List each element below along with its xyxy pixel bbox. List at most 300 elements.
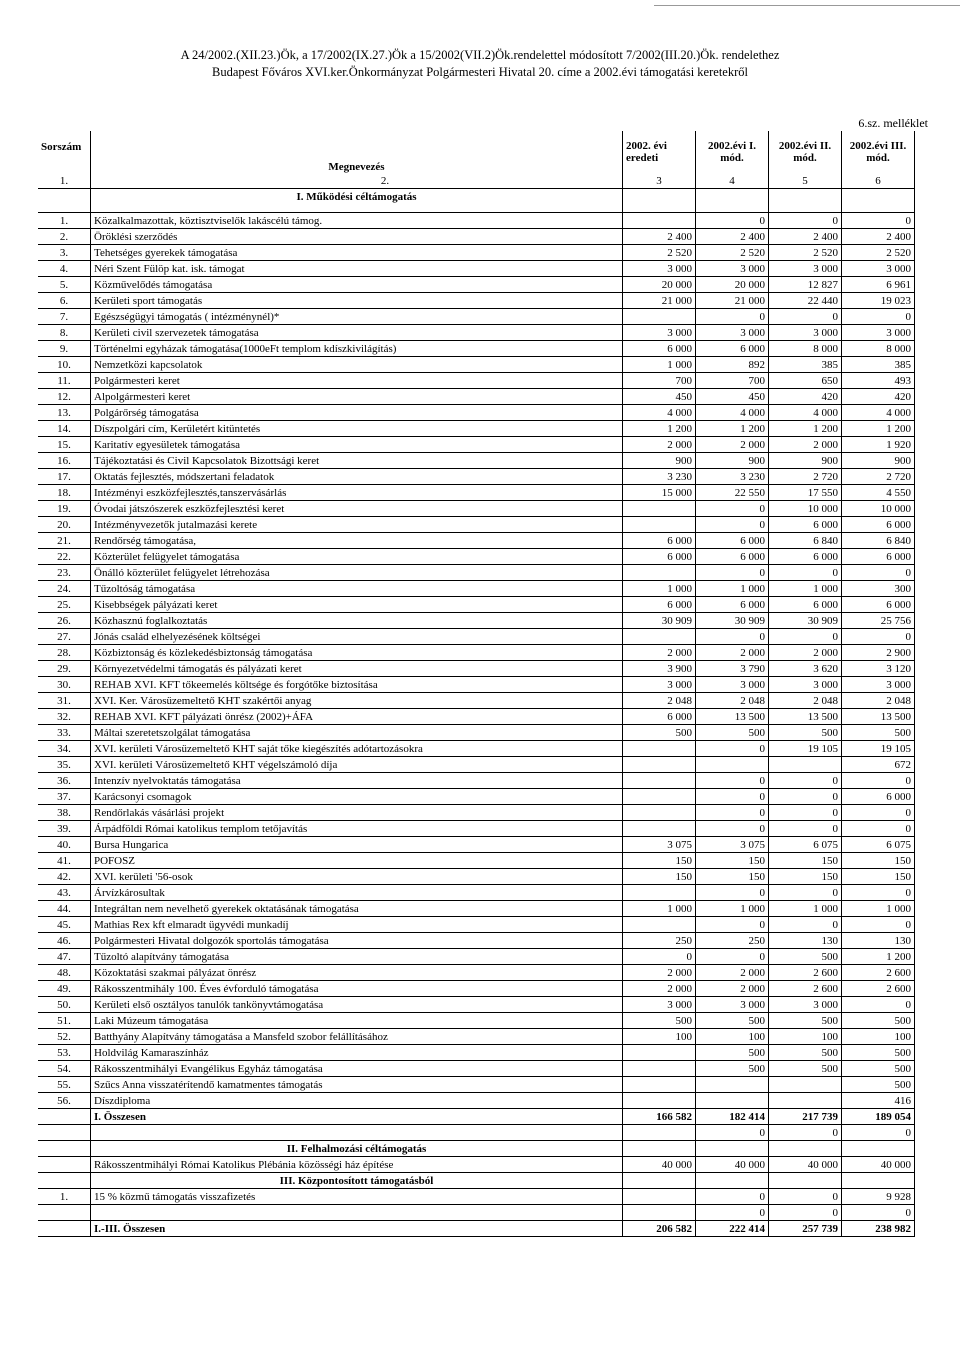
row-value <box>623 309 696 325</box>
row-label: Díszpolgári cím, Kerületért kitüntetés <box>91 421 623 437</box>
row-number <box>38 1205 91 1221</box>
row-number: 41. <box>38 853 91 869</box>
row-value: 3 000 <box>842 677 915 693</box>
table-row <box>38 1125 915 1141</box>
row-label: Egészségügyi támogatás ( intézménynél)* <box>91 309 623 325</box>
row-number: 38. <box>38 805 91 821</box>
row-value: 0 <box>842 1125 915 1141</box>
row-value: 100 <box>842 1029 915 1045</box>
table-row <box>38 1013 915 1029</box>
row-value: 900 <box>696 453 769 469</box>
row-label: Kerületi civil szervezetek támogatása <box>91 325 623 341</box>
attachment-label: 6.sz. melléklet <box>858 116 928 130</box>
row-number: 11. <box>38 373 91 389</box>
row-value: 2 600 <box>769 965 842 981</box>
col-megnevezes: Megnevezés <box>91 131 623 173</box>
table-row <box>38 693 915 709</box>
row-number: 56. <box>38 1093 91 1109</box>
table-row <box>38 229 915 245</box>
row-value: 3 000 <box>696 677 769 693</box>
row-label: Közterület felügyelet támogatása <box>91 549 623 565</box>
row-value: 0 <box>623 949 696 965</box>
row-value: 0 <box>696 1125 769 1141</box>
colnum-2: 2. <box>91 173 623 189</box>
row-value: 3 000 <box>769 261 842 277</box>
row-value: 2 000 <box>623 965 696 981</box>
row-value: 0 <box>696 629 769 645</box>
row-number <box>38 1221 91 1237</box>
row-number: 4. <box>38 261 91 277</box>
row-value: 6 000 <box>623 533 696 549</box>
row-value: 3 000 <box>623 677 696 693</box>
row-value: 0 <box>769 917 842 933</box>
row-value <box>623 1189 696 1205</box>
row-value <box>623 741 696 757</box>
row-value: 416 <box>842 1093 915 1109</box>
row-label: Polgármesteri Hivatal dolgozók sportolás támogatása <box>91 933 623 949</box>
row-value: 300 <box>842 581 915 597</box>
row-value: 6 000 <box>842 549 915 565</box>
row-value: 700 <box>623 373 696 389</box>
row-value: 1 000 <box>696 901 769 917</box>
row-value: 0 <box>696 213 769 229</box>
row-label: Bursa Hungarica <box>91 837 623 853</box>
row-label <box>91 1125 623 1141</box>
table-row <box>38 1029 915 1045</box>
row-value: 2 400 <box>842 229 915 245</box>
row-value: 0 <box>842 805 915 821</box>
row-value <box>623 501 696 517</box>
row-value: 150 <box>769 869 842 885</box>
row-value: 19 105 <box>842 741 915 757</box>
row-number: 19. <box>38 501 91 517</box>
row-value: 20 000 <box>623 277 696 293</box>
row-value: 21 000 <box>623 293 696 309</box>
row-label: Integráltan nem nevelhető gyerekek oktatásának támogatása <box>91 901 623 917</box>
row-value: 3 000 <box>623 325 696 341</box>
colnum-6: 6 <box>842 173 915 189</box>
row-value: 0 <box>769 213 842 229</box>
row-value: 493 <box>842 373 915 389</box>
row-value: 13 500 <box>696 709 769 725</box>
row-value <box>623 517 696 533</box>
row-value: 1 000 <box>769 901 842 917</box>
row-value: 0 <box>769 789 842 805</box>
row-label: Szűcs Anna visszatérítendő kamatmentes támogatás <box>91 1077 623 1093</box>
table-row <box>38 405 915 421</box>
document-header-line1: A 24/2002.(XII.23.)Ök, a 17/2002(IX.27.)Ök a 15/2002(VII.2)Ök.rendelettel módosított 7/2002(III.20.)Ök. rendelethez <box>180 48 780 62</box>
row-value: 3 000 <box>769 997 842 1013</box>
table-row <box>38 501 915 517</box>
row-label: Karácsonyi csomagok <box>91 789 623 805</box>
row-number: 49. <box>38 981 91 997</box>
row-value: 6 000 <box>623 341 696 357</box>
row-value: 0 <box>769 309 842 325</box>
row-number: 53. <box>38 1045 91 1061</box>
table-row <box>38 981 915 997</box>
row-value: 2 000 <box>769 437 842 453</box>
row-value: 8 000 <box>842 341 915 357</box>
row-number: 10. <box>38 357 91 373</box>
row-value: 0 <box>696 885 769 901</box>
row-value <box>623 821 696 837</box>
row-label: Kerületi sport támogatás <box>91 293 623 309</box>
row-label: Közalkalmazottak, köztisztviselők lakáscélú támog. <box>91 213 623 229</box>
row-value: 150 <box>842 869 915 885</box>
row-label: Polgármesteri keret <box>91 373 623 389</box>
row-value: 257 739 <box>769 1221 842 1237</box>
table-row <box>38 629 915 645</box>
row-label: Alpolgármesteri keret <box>91 389 623 405</box>
row-value: 100 <box>696 1029 769 1045</box>
row-value: 892 <box>696 357 769 373</box>
row-value: 6 840 <box>842 533 915 549</box>
row-value: 500 <box>842 1013 915 1029</box>
row-number: 44. <box>38 901 91 917</box>
row-value: 1 200 <box>842 949 915 965</box>
row-value: 0 <box>842 997 915 1013</box>
row-value: 3 620 <box>769 661 842 677</box>
row-label: Öröklési szerződés <box>91 229 623 245</box>
row-value: 0 <box>769 629 842 645</box>
row-value: 2 000 <box>696 965 769 981</box>
col-mod2: 2002.évi II. mód. <box>769 131 842 173</box>
row-value <box>623 1061 696 1077</box>
row-number: 37. <box>38 789 91 805</box>
row-label: Oktatás fejlesztés, módszertani feladatok <box>91 469 623 485</box>
row-value: 420 <box>842 389 915 405</box>
row-value: 2 048 <box>769 693 842 709</box>
colnum-1: 1. <box>38 173 91 189</box>
row-label <box>91 1205 623 1221</box>
row-value: 30 909 <box>623 613 696 629</box>
row-value: 150 <box>623 853 696 869</box>
row-label: I. Összesen <box>91 1109 623 1125</box>
row-value: 0 <box>842 565 915 581</box>
section-title: II. Felhalmozási céltámogatás <box>91 1141 623 1157</box>
table-row <box>38 533 915 549</box>
row-value: 2 520 <box>769 245 842 261</box>
row-value: 2 000 <box>696 645 769 661</box>
row-value: 217 739 <box>769 1109 842 1125</box>
row-value: 4 000 <box>696 405 769 421</box>
row-number: 18. <box>38 485 91 501</box>
row-number: 34. <box>38 741 91 757</box>
row-value: 2 400 <box>623 229 696 245</box>
row-value: 0 <box>769 1189 842 1205</box>
row-number: 1. <box>38 213 91 229</box>
row-value: 0 <box>696 1189 769 1205</box>
row-value: 500 <box>842 725 915 741</box>
row-value: 500 <box>842 1045 915 1061</box>
row-value: 0 <box>696 917 769 933</box>
row-value: 2 600 <box>842 965 915 981</box>
row-label: Rákosszentmihályi Római Katolikus Plébánia közösségi ház építése <box>91 1157 623 1173</box>
row-value: 1 200 <box>842 421 915 437</box>
table-row <box>38 917 915 933</box>
table-row <box>38 869 915 885</box>
row-label: Máltai szeretetszolgálat támogatása <box>91 725 623 741</box>
row-number: 15. <box>38 437 91 453</box>
row-value: 40 000 <box>842 1157 915 1173</box>
row-value: 900 <box>842 453 915 469</box>
row-label: Történelmi egyházak támogatása(1000eFt templom kdíszkivilágítás) <box>91 341 623 357</box>
row-label: Környezetvédelmi támogatás és pályázati keret <box>91 661 623 677</box>
section-title: III. Központosított támogatásból <box>91 1173 623 1189</box>
row-value: 6 000 <box>769 597 842 613</box>
row-label: XVI. kerületi Városüzemeltető KHT saját tőke kiegészítés adótartozásokra <box>91 741 623 757</box>
row-value: 500 <box>769 1045 842 1061</box>
row-value: 0 <box>696 1205 769 1221</box>
row-value: 700 <box>696 373 769 389</box>
table-row <box>38 901 915 917</box>
row-value: 500 <box>623 1013 696 1029</box>
row-value: 2 000 <box>623 437 696 453</box>
row-number: 22. <box>38 549 91 565</box>
row-label: I.-III. Összesen <box>91 1221 623 1237</box>
row-value: 21 000 <box>696 293 769 309</box>
row-label: Intézményvezetők jutalmazási kerete <box>91 517 623 533</box>
row-number: 29. <box>38 661 91 677</box>
table-row <box>38 1205 915 1221</box>
table-row <box>38 437 915 453</box>
row-number: 55. <box>38 1077 91 1093</box>
row-number <box>38 1109 91 1125</box>
row-value: 9 928 <box>842 1189 915 1205</box>
row-label: Intézményi eszközfejlesztés,tanszervásárlás <box>91 485 623 501</box>
row-number: 54. <box>38 1061 91 1077</box>
row-number <box>38 1125 91 1141</box>
row-value <box>623 789 696 805</box>
row-value: 3 000 <box>769 325 842 341</box>
row-value: 6 000 <box>696 533 769 549</box>
row-number: 26. <box>38 613 91 629</box>
row-value: 0 <box>696 565 769 581</box>
row-value: 0 <box>696 517 769 533</box>
row-number: 12. <box>38 389 91 405</box>
row-value: 2 720 <box>769 469 842 485</box>
row-value: 2 400 <box>769 229 842 245</box>
row-label: Tűzoltóság támogatása <box>91 581 623 597</box>
table-row <box>38 597 915 613</box>
row-number <box>38 1157 91 1173</box>
row-value: 450 <box>623 389 696 405</box>
row-value: 13 500 <box>842 709 915 725</box>
row-value: 500 <box>769 725 842 741</box>
row-value: 150 <box>623 869 696 885</box>
row-value: 0 <box>842 885 915 901</box>
row-value: 500 <box>696 1061 769 1077</box>
row-number: 32. <box>38 709 91 725</box>
row-number: 6. <box>38 293 91 309</box>
row-number: 14. <box>38 421 91 437</box>
row-number: 28. <box>38 645 91 661</box>
row-value: 0 <box>842 773 915 789</box>
row-label: Kerületi első osztályos tanulók tankönyvtámogatása <box>91 997 623 1013</box>
row-label: Tehetséges gyerekek támogatása <box>91 245 623 261</box>
row-value: 6 840 <box>769 533 842 549</box>
row-label: Laki Múzeum támogatása <box>91 1013 623 1029</box>
row-value: 6 000 <box>842 789 915 805</box>
table-row <box>38 933 915 949</box>
row-label: Közoktatási szakmai pályázat önrész <box>91 965 623 981</box>
row-value: 189 054 <box>842 1109 915 1125</box>
row-value: 8 000 <box>769 341 842 357</box>
row-value: 17 550 <box>769 485 842 501</box>
row-value: 25 756 <box>842 613 915 629</box>
row-value: 0 <box>842 1205 915 1221</box>
col-sorszam: Sorszám <box>41 141 82 153</box>
row-value: 3 120 <box>842 661 915 677</box>
row-number: 40. <box>38 837 91 853</box>
table-row <box>38 1093 915 1109</box>
row-number: 31. <box>38 693 91 709</box>
row-value: 206 582 <box>623 1221 696 1237</box>
table-row <box>38 965 915 981</box>
row-number: 35. <box>38 757 91 773</box>
row-value: 222 414 <box>696 1221 769 1237</box>
row-label: Árpádföldi Római katolikus templom tetőjavítás <box>91 821 623 837</box>
row-value: 3 075 <box>623 837 696 853</box>
row-label: XVI. kerületi '56-osok <box>91 869 623 885</box>
row-value: 900 <box>623 453 696 469</box>
row-value: 0 <box>696 501 769 517</box>
row-value: 500 <box>769 1061 842 1077</box>
table-row <box>38 885 915 901</box>
row-value: 0 <box>696 741 769 757</box>
row-value: 500 <box>696 1013 769 1029</box>
row-value: 2 400 <box>696 229 769 245</box>
row-value: 238 982 <box>842 1221 915 1237</box>
row-value <box>623 757 696 773</box>
table-row <box>38 357 915 373</box>
row-value <box>623 1077 696 1093</box>
row-label: Batthyány Alapítvány támogatása a Mansfeld szobor felállításához <box>91 1029 623 1045</box>
row-value: 100 <box>623 1029 696 1045</box>
row-value: 13 500 <box>769 709 842 725</box>
row-number: 5. <box>38 277 91 293</box>
table-row <box>38 581 915 597</box>
row-value: 672 <box>842 757 915 773</box>
row-value: 500 <box>696 1045 769 1061</box>
row-number: 48. <box>38 965 91 981</box>
table-row <box>38 213 915 229</box>
row-value: 0 <box>842 309 915 325</box>
table-row <box>38 805 915 821</box>
row-number: 36. <box>38 773 91 789</box>
row-number: 13. <box>38 405 91 421</box>
row-label: Jónás család elhelyezésének költségei <box>91 629 623 645</box>
row-label: Tűzoltó alapítvány támogatása <box>91 949 623 965</box>
row-value: 0 <box>842 917 915 933</box>
row-value <box>623 1205 696 1221</box>
row-value: 2 048 <box>696 693 769 709</box>
row-value: 500 <box>769 949 842 965</box>
row-value: 500 <box>769 1013 842 1029</box>
row-label: XVI. Ker. Városüzemeltető KHT szakértői anyag <box>91 693 623 709</box>
row-number: 47. <box>38 949 91 965</box>
row-value: 6 961 <box>842 277 915 293</box>
row-value: 0 <box>769 1205 842 1221</box>
row-value <box>696 757 769 773</box>
row-value: 6 000 <box>623 549 696 565</box>
row-value: 500 <box>696 725 769 741</box>
row-number: 45. <box>38 917 91 933</box>
row-value <box>623 1125 696 1141</box>
row-label: Óvodai játszószerek eszközfejlesztési keret <box>91 501 623 517</box>
row-value: 1 000 <box>623 901 696 917</box>
row-value <box>769 1093 842 1109</box>
row-number: 42. <box>38 869 91 885</box>
row-number: 16. <box>38 453 91 469</box>
row-label: Rendőrség támogatása, <box>91 533 623 549</box>
row-label: Árvízkárosultak <box>91 885 623 901</box>
row-value: 6 000 <box>696 597 769 613</box>
row-value: 40 000 <box>696 1157 769 1173</box>
row-value: 19 105 <box>769 741 842 757</box>
row-value: 6 000 <box>842 597 915 613</box>
row-value: 150 <box>696 869 769 885</box>
row-value: 0 <box>696 773 769 789</box>
row-value: 1 000 <box>623 357 696 373</box>
row-value: 1 000 <box>696 581 769 597</box>
row-label: XVI. kerületi Városüzemeltető KHT végelszámoló díja <box>91 757 623 773</box>
section3-title-row <box>38 1173 915 1189</box>
row-label: REHAB XVI. KFT tőkeemelés költsége és forgótőke biztosítása <box>91 677 623 693</box>
row-number: 52. <box>38 1029 91 1045</box>
row-label: Mathias Rex kft elmaradt ügyvédi munkadíj <box>91 917 623 933</box>
row-number: 30. <box>38 677 91 693</box>
row-value <box>623 565 696 581</box>
table-row <box>38 789 915 805</box>
row-value: 2 048 <box>842 693 915 709</box>
table-row <box>38 517 915 533</box>
row-value <box>623 773 696 789</box>
row-label: Rendőrlakás vásárlási projekt <box>91 805 623 821</box>
col-eredeti: 2002. évi eredeti <box>623 131 696 173</box>
row-value: 10 000 <box>842 501 915 517</box>
table-row <box>38 1189 915 1205</box>
row-value: 0 <box>769 565 842 581</box>
table-row <box>38 277 915 293</box>
table-row <box>38 757 915 773</box>
row-number: 27. <box>38 629 91 645</box>
row-value <box>623 213 696 229</box>
row-value <box>696 1093 769 1109</box>
table-row <box>38 549 915 565</box>
row-value: 1 000 <box>842 901 915 917</box>
row-label: Önálló közterület felügyelet létrehozása <box>91 565 623 581</box>
table-row <box>38 821 915 837</box>
row-value: 22 440 <box>769 293 842 309</box>
document-header-line2: Budapest Főváros XVI.ker.Önkormányzat Polgármesteri Hivatal 20. címe a 2002.évi támogatási keretekről <box>212 65 748 79</box>
row-value: 0 <box>769 773 842 789</box>
table-row <box>38 613 915 629</box>
row-value: 900 <box>769 453 842 469</box>
row-label: Közbiztonság és közlekedésbiztonság támogatása <box>91 645 623 661</box>
table-row <box>38 837 915 853</box>
row-value: 150 <box>696 853 769 869</box>
row-number: 17. <box>38 469 91 485</box>
row-value: 10 000 <box>769 501 842 517</box>
row-value: 250 <box>623 933 696 949</box>
row-number: 33. <box>38 725 91 741</box>
row-value: 0 <box>769 885 842 901</box>
row-value: 1 000 <box>623 581 696 597</box>
row-value: 3 000 <box>696 997 769 1013</box>
row-value: 2 000 <box>769 645 842 661</box>
table-row <box>38 1045 915 1061</box>
